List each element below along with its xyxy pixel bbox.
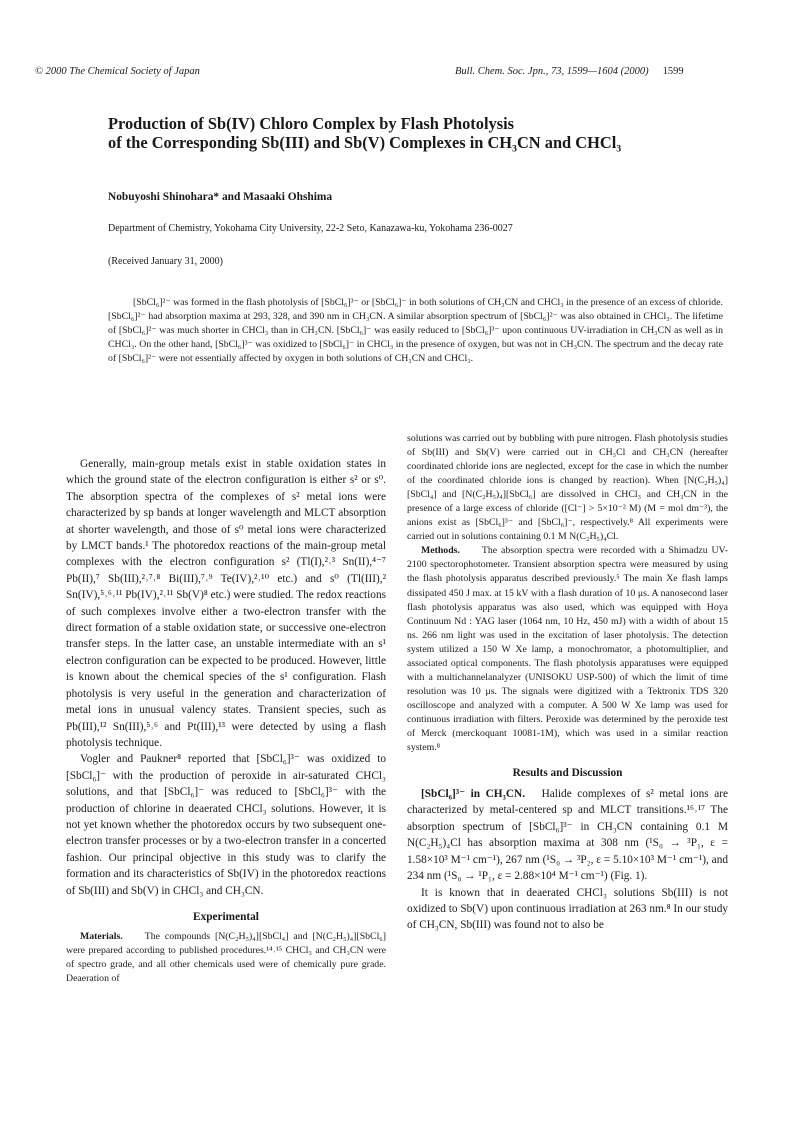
methods-paragraph [407, 544, 728, 755]
results-paragraph-1 [407, 786, 728, 884]
results-text-1: Halide complexes of s² metal ions are characterized by metal-centered sp and MLCT transitions.¹⁶˒¹⁷ The absorption spectrum of [SbCl₆]³⁻ in CH₃CN containing 0.1 M N(C₂H₅)₄Cl has absorption maxima at 308 nm (¹S₀ → ³P₁, ε = 1.58×10³ M⁻¹ cm⁻¹), 267 nm (¹S₀ → ³P₂, ε = 5.10×10³ M⁻¹ cm⁻¹), and 234 nm (¹S₀ → ¹P₁, ε = 2.88×10⁴ M⁻¹ cm⁻¹) (Fig. 1). [407, 788, 728, 883]
affiliation: Department of Chemistry, Yokohama City University, 22-2 Seto, Kanazawa-ku, Yokohama 236-0027 [108, 223, 513, 234]
received-date: (Received January 31, 2000) [108, 256, 223, 267]
results-run-in-head: [SbCl₆]³⁻ in CH₃CN. [421, 788, 526, 801]
results-paragraph-2: It is known that in deaerated CHCl₃ solutions Sb(III) is not oxidized to Sb(V) upon continuous irradiation at 263 nm.⁸ In our study of CH₃CN, Sb(III) was found not to also be [407, 886, 728, 932]
materials-paragraph [66, 930, 386, 986]
intro-paragraph-2: Vogler and Paukner⁸ reported that [SbCl₆]³⁻ was oxidized to [SbCl₆]⁻ with the production of peroxide in air-saturated CHCl₃ solutions, and that [SbCl₆]⁻ was reduced to [SbCl₆]³⁻ with the production of chlorine in deaerated CHCl₃ solutions. However, it is not yet known whether the photoredox occurs by two subsequent one-electron transfer processes or by a two-electron transfer in a concerted fashion. Our principal objective in this study was to clarify the formation and its characteristics of Sb(IV) in the photoredox reactions of Sb(III) and Sb(V) in CHCl₃ and CH₃CN. [66, 753, 386, 897]
article-title [108, 114, 748, 152]
right-column [407, 432, 728, 934]
title-line-1: Production of Sb(IV) Chloro Complex by Flash Photolysis [108, 114, 515, 133]
methods-text: The absorption spectra were recorded with a Shimadzu UV-2100 spectorophotometer. Transient absorption spectra were measured by using the flash photolysis apparatus described previously.⁵ The main Xe flash lamps dissipated 450 J max. at 15 kV with a flash duration of 10 μs. A nanosecond laser flash photolysis apparatus was also used, which was equipped with Hoya Continuum Nd : YAG laser (1064 nm, 10 Hz, 450 mJ) with a width of about 15 ns. 266 nm light was used in the excitation of laser photolysis. The detection system utilized a 150 W Xe lamp, a monochromator, a photomultiplier, and associated optical components. The flash photolysis apparatuses were equipped with a multichannelanalyzer (UNISOKU USP-500) of which the limit of time resolution was 10 μs. The signals were digitized with a Tektronix TDS 320 oscilloscope and analyzed with a computer. A 500 W Xe lamp was used for continuous irradiation with filters. Peroxide was determined by the peroxide test of Merck (merckoquant 10081-1M), which was used in a similar reaction system.⁸ [407, 545, 728, 754]
authors: Nobuyoshi Shinohara* and Masaaki Ohshima [108, 191, 333, 203]
experimental-heading: Experimental [193, 910, 259, 923]
experimental-continued: solutions was carried out by bubbling with pure nitrogen. Flash photolysis studies of Sb(III) and Sb(V) were carried out in CH₃Cl and CH₃CN (hereafter coordinated chloride ions are neglected, except for the case in which the number of the coordinated chloride ions is changed by reaction). When [N(C₂H₅)₄][SbCl₄] and [N(C₂H₅)₄][SbCl₆] are dissolved in CHCl₃ and CH₃CN in the presence of a large excess of chloride ([Cl⁻] > 5×10⁻² M) (M = mol dm⁻³), the anions exist as [SbCl₆]³⁻ and [SbCl₆]⁻, respectively.⁸ All experiments were carried out in solutions containing 0.1 M N(C₂H₅)₄Cl. [407, 433, 728, 543]
materials-text: The compounds [N(C₂H₅)₄][SbCl₄] and [N(C₂H₅)₄][SbCl₆] were prepared according to published procedures.¹⁴˒¹⁵ CHCl₃ and CH₃CN were of spectro grade, and all other chemicals used were of chemically pure grade. Deaeration of [66, 930, 386, 985]
journal-citation: Bull. Chem. Soc. Jpn., 73, 1599—1604 (2000) [455, 66, 649, 77]
methods-run-in-head: Methods. [421, 545, 460, 557]
intro-paragraph-1: Generally, main-group metals exist in stable oxidation states in which the ground state of the electron configuration is either s² or s⁰. The absorption spectra of the complexes of s² metal ions were characterized by sp bands at longer wavelength and MLCT absorption at shorter wavelength, and those of s⁰ metal ions were characterized by LMCT bands.¹ The photoredox reactions of the main-group metal complexes with the electron configuration s² (Tl(I),²˒³ Sn(II),⁴⁻⁷ Pb(II),⁷ Sb(III),²˒⁷˒⁸ Bi(III),⁷˒⁹ Te(IV),²˒¹⁰ etc.) and s⁰ (Tl(III),² Sn(IV),⁵˒⁶˒¹¹ Pb(IV),²˒¹¹ Sb(V)⁸ etc.) were studied. The redox reactions of such complexes involve either a two-electron transfer with the direct formation of a stable oxidation state, or successive one-electron transfer steps. In the latter case, an unstable intermediate with an s¹ electron configuration can be expected to be produced. However, little is known about the chemical species of the s¹ configuration. Flash photolysis is very useful in the generation and characterization of metal ions in unusual valency states. Transient species, such as Pb(III),¹² Sn(III),⁵˒⁶ and Pt(III),¹³ were detected by using a flash photolysis technique. [66, 458, 386, 749]
page-number: 1599 [662, 66, 684, 77]
copyright-header: © 2000 The Chemical Society of Japan [35, 66, 200, 77]
abstract: [SbCl₆]²⁻ was formed in the flash photolysis of [SbCl₆]³⁻ or [SbCl₆]⁻ in both solutions of CH₃CN and CHCl₃ in the presence of an excess of chloride. [SbCl₆]²⁻ had absorption maxima at 293, 328, and 390 nm in CH₃CN. A similar absorption spectrum of [SbCl₆]²⁻ was also obtained in CHCl₃. The lifetime of [SbCl₆]²⁻ was much shorter in CHCl₃ than in CH₃CN. [SbCl₆]⁻ was easily reduced to [SbCl₆]³⁻ upon continuous UV-irradiation in CH₃CN as well as in CHCl₃. On the other hand, [SbCl₆]³⁻ was oxidized to [SbCl₆]⁻ in CHCl₃ in the presence of oxygen, but was not in CH₃CN. The spectrum and the decay rate of [SbCl₆]²⁻ were not essentially affected by oxygen in both solutions of CH₃CN and CHCl₃. [108, 297, 723, 364]
title-line-2: of the Corresponding Sb(III) and Sb(V) Complexes in CH₃CN and CHCl₃ [108, 133, 622, 152]
left-column [66, 456, 386, 986]
materials-run-in-head: Materials. [80, 930, 123, 942]
results-heading: Results and Discussion [512, 767, 623, 780]
journal-header [455, 66, 684, 77]
